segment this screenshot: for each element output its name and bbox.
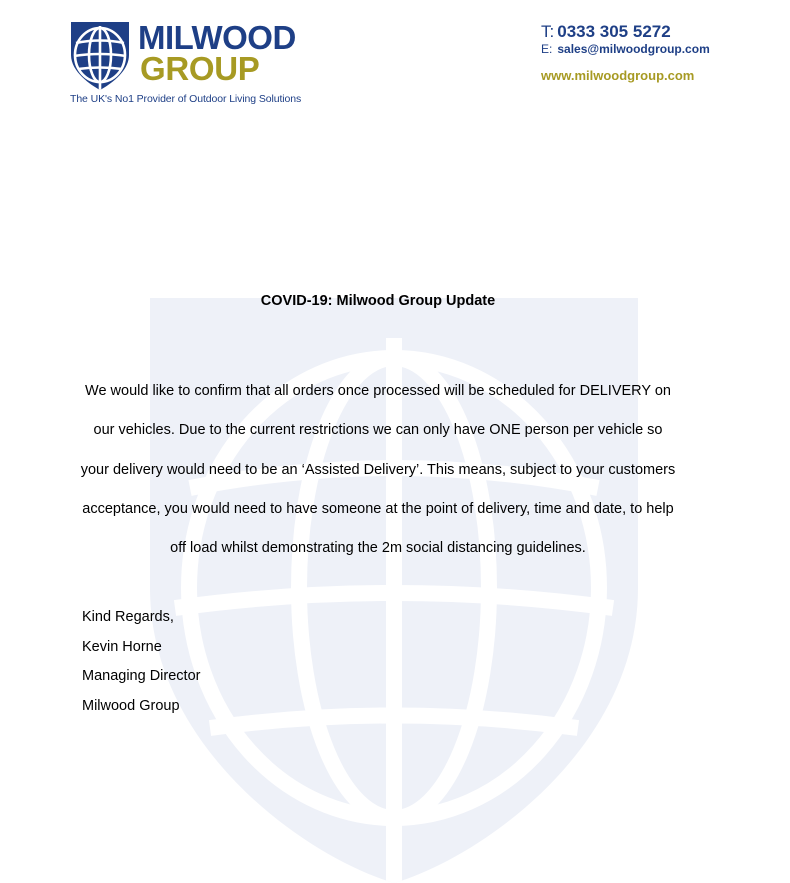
signature-block — [82, 606, 200, 724]
closing-line: Kind Regards, — [82, 609, 174, 625]
phone-number: 0333 305 5272 — [557, 22, 671, 41]
body-paragraph: We would like to confirm that all orders once processed will be scheduled for DELIVERY on our vehicles. Due to the current restrictions we can only have ONE person per vehicle so your delivery would need to be an ‘Assisted Delivery’. This means, subject to your customers acceptance, you would need to have someone at the point of delivery, time and date, to help off load whilst demonstrating the 2m social distancing guidelines. — [80, 383, 676, 557]
phone-row — [541, 22, 761, 42]
contact-info — [541, 22, 761, 83]
brand-name-line2: GROUP — [140, 50, 260, 87]
document-title: COVID-19: Milwood Group Update — [260, 293, 496, 309]
signer-role: Managing Director — [82, 668, 201, 684]
email-address: sales@milwoodgroup.com — [557, 42, 710, 56]
email-row — [541, 42, 761, 56]
signer-name: Kevin Horne — [82, 638, 162, 655]
brand-name-line1: MILWOOD — [138, 19, 296, 56]
website-url: www.milwoodgroup.com — [541, 68, 695, 83]
company-logo — [70, 20, 310, 110]
globe-shield-logo-icon — [71, 22, 129, 90]
email-label: E: — [541, 42, 553, 56]
company-tagline: The UK's No1 Provider of Outdoor Living Solutions — [70, 93, 302, 105]
phone-label: T: — [541, 22, 555, 41]
signer-company: Milwood Group — [82, 697, 180, 714]
